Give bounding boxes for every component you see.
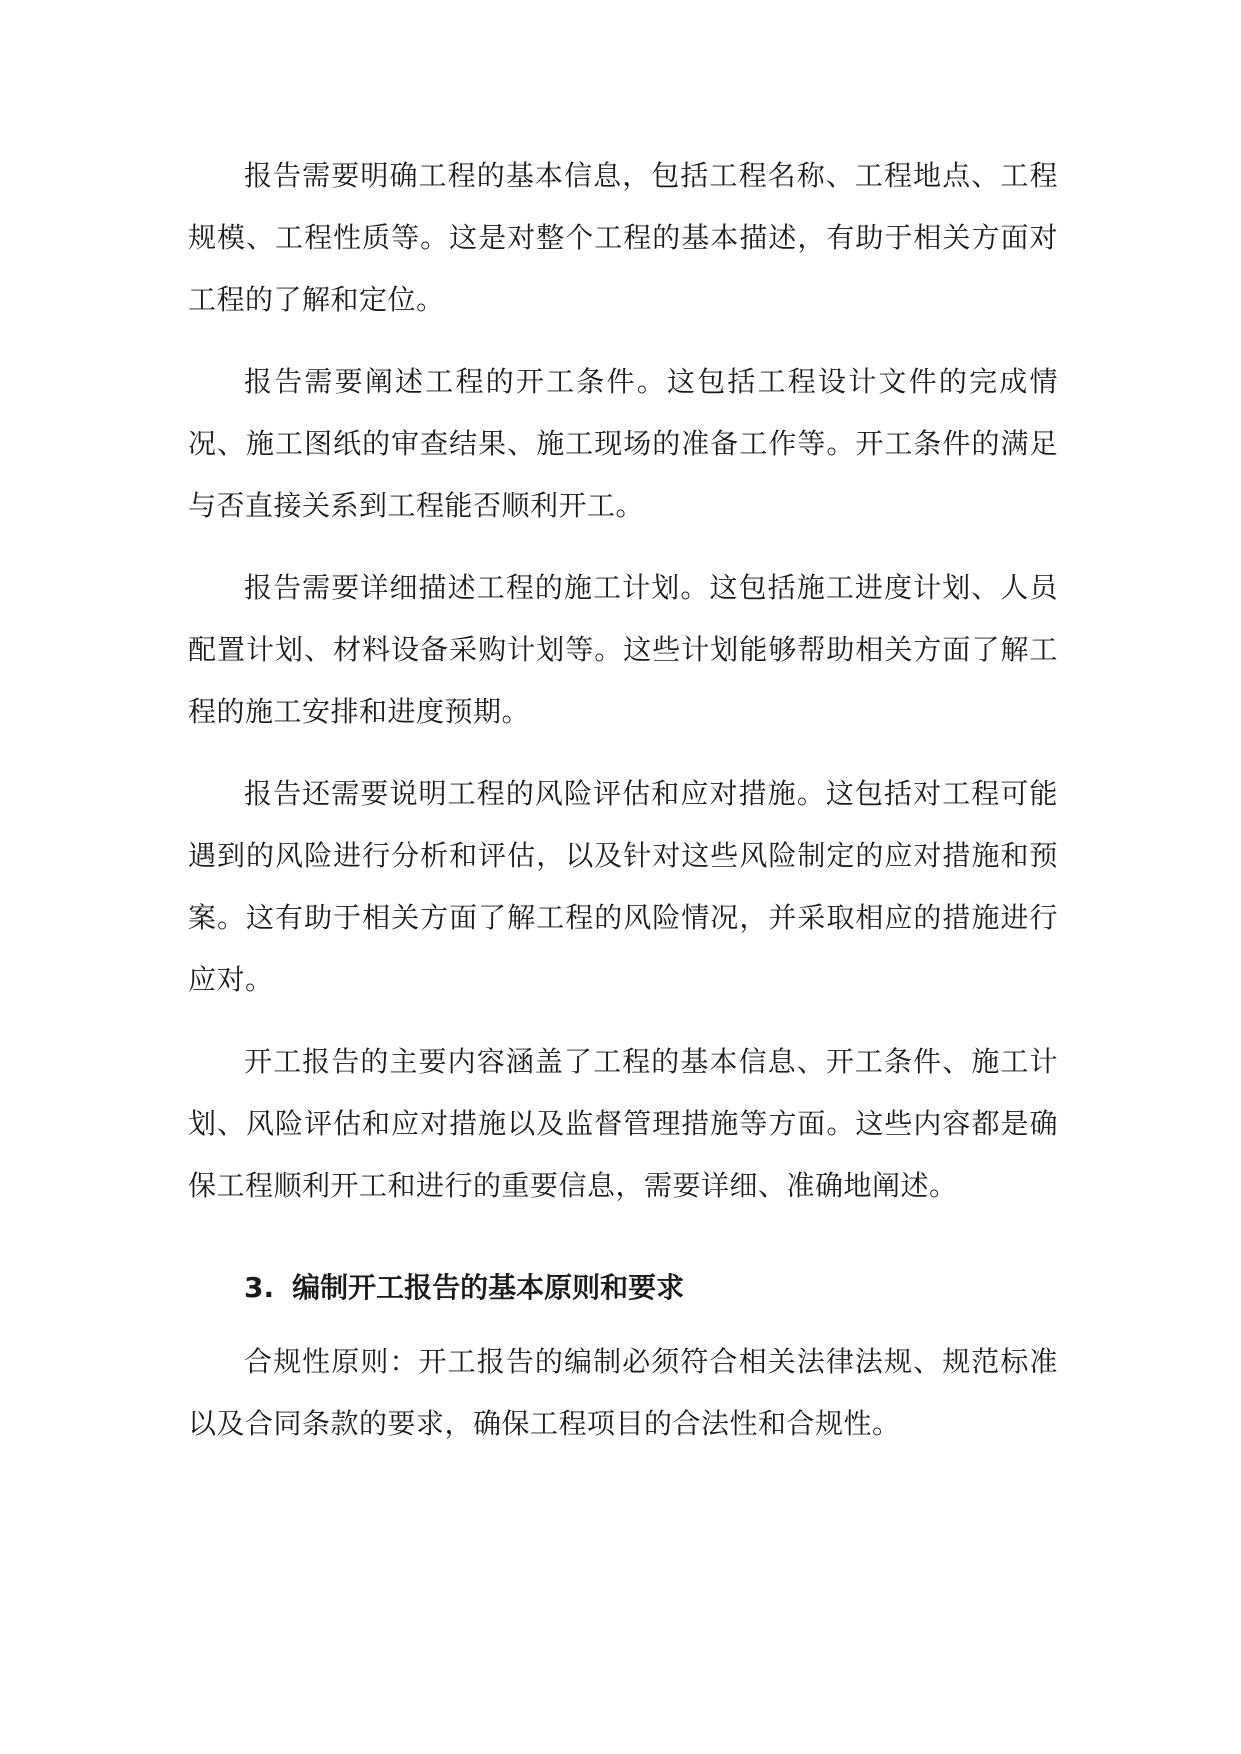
paragraph-summary: 开工报告的主要内容涵盖了工程的基本信息、开工条件、施工计划、风险评估和应对措施以及监督管理措施等方面。这些内容都是确保工程顺利开工和进行的重要信息，需要详细、准确地阐述。 [188,1045,1058,1202]
section-heading [188,1257,1058,1319]
paragraph-construction-plan: 报告需要详细描述工程的施工计划。这包括施工进度计划、人员配置计划、材料设备采购计划等。这些计划能够帮助相关方面了解工程的施工安排和进度预期。 [188,571,1058,728]
document-page [188,145,1058,1455]
paragraph-basic-info: 报告需要明确工程的基本信息，包括工程名称、工程地点、工程规模、工程性质等。这是对整个工程的基本描述，有助于相关方面对工程的了解和定位。 [188,159,1058,316]
paragraph-risk-assessment: 报告还需要说明工程的风险评估和应对措施。这包括对工程可能遇到的风险进行分析和评估，以及针对这些风险制定的应对措施和预案。这有助于相关方面了解工程的风险情况，并采取相应的措施进行应对。 [188,777,1058,996]
section-number: 3. [244,1271,275,1304]
paragraph-start-conditions: 报告需要阐述工程的开工条件。这包括工程设计文件的完成情况、施工图纸的审查结果、施工现场的准备工作等。开工条件的满足与否直接关系到工程能否顺利开工。 [188,365,1058,522]
section-title: 编制开工报告的基本原则和要求 [292,1271,685,1304]
paragraph-compliance-principle: 合规性原则：开工报告的编制必须符合相关法律法规、规范标准以及合同条款的要求，确保工程项目的合法性和合规性。 [188,1345,1058,1440]
